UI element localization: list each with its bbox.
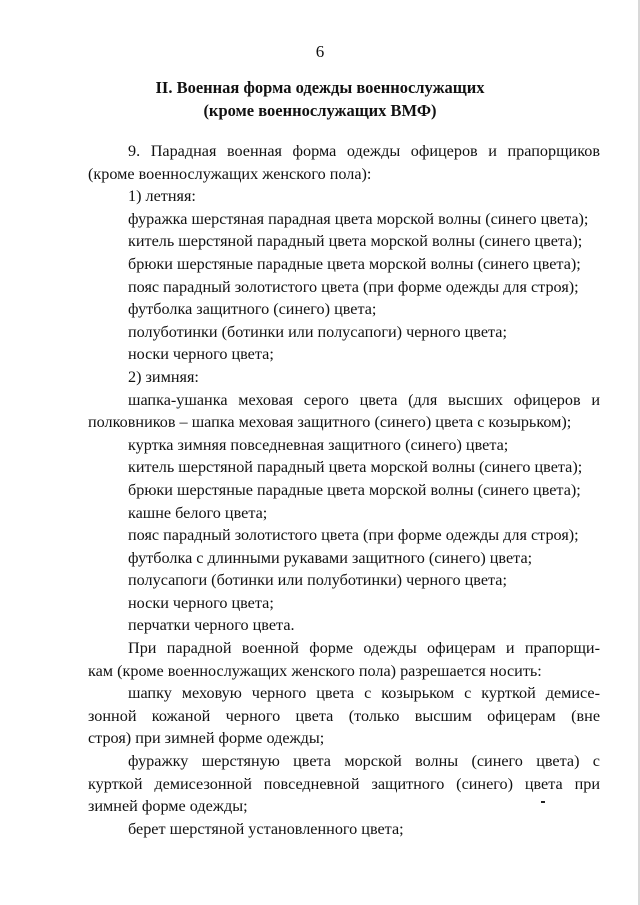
summer-item: фуражка шерстяная парадная цвета морской волны (синего цвета);	[128, 209, 589, 228]
winter-item: футболка с длинными рукавами защитного (синего) цвета;	[128, 548, 533, 567]
fur-hat-line2: зонной кожаной черного цвета (только высшим офицерам (вне	[88, 706, 600, 725]
page-number: 6	[315, 42, 325, 61]
winter-hat-line2: полковников – шапка меховая защитного (синего) цвета с козырьком);	[88, 413, 572, 432]
summer-label: 1) летняя:	[128, 187, 196, 206]
summer-item: полуботинки (ботинки или полусапоги) черного цвета;	[128, 322, 507, 341]
summer-item: носки черного цвета;	[128, 345, 274, 364]
summer-item: китель шерстяной парадный цвета морской волны (синего цвета);	[128, 232, 583, 251]
winter-item: брюки шерстяные парадные цвета морской волны (синего цвета);	[128, 480, 581, 499]
winter-label: 2) зимняя:	[128, 367, 199, 386]
cap-line2: курткой демисезонной повседневной защитного (синего) цвета при	[88, 774, 600, 793]
allowed-line1: При парадной военной форме одежды офицерам и прапорщи-	[128, 639, 600, 658]
section-heading	[0, 76, 640, 122]
document-body	[88, 140, 600, 840]
winter-item: куртка зимняя повседневная защитного (синего) цвета;	[128, 435, 509, 454]
item9-intro-line2: (кроме военнослужащих женского пола):	[88, 164, 372, 183]
cap-line3: зимней форме одежды;	[88, 797, 248, 816]
winter-item: носки черного цвета;	[128, 593, 274, 612]
summer-item: пояс парадный золотистого цвета (при форме одежды для строя);	[128, 277, 579, 296]
allowed-line2: кам (кроме военнослужащих женского пола) разрешается носить:	[88, 661, 542, 680]
fur-hat-line3: строя) при зимней форме одежды;	[88, 729, 325, 748]
item9-intro-line1: 9. Парадная военная форма одежды офицеров и прапорщиков	[128, 142, 600, 160]
section-heading-line1: II. Военная форма одежды военнослужащих	[155, 78, 485, 97]
summer-item: футболка защитного (синего) цвета;	[128, 300, 377, 319]
winter-item: перчатки черного цвета.	[128, 616, 295, 635]
winter-item: полусапоги (ботинки или полуботинки) черного цвета;	[128, 571, 507, 590]
beret-line: берет шерстяной установленного цвета;	[128, 819, 404, 838]
cap-line1: фуражку шерстяную цвета морской волны (синего цвета) с	[128, 752, 600, 771]
fur-hat-line1: шапку меховую черного цвета с козырьком с курткой демисе-	[128, 684, 600, 703]
section-heading-line2: (кроме военнослужащих ВМФ)	[203, 101, 437, 120]
scan-speck	[541, 801, 545, 803]
winter-hat-line1: шапка-ушанка меховая серого цвета (для высших офицеров и	[128, 390, 600, 409]
winter-item: пояс парадный золотистого цвета (при форме одежды для строя);	[128, 526, 579, 545]
winter-item: кашне белого цвета;	[128, 503, 268, 522]
winter-item: китель шерстяной парадный цвета морской волны (синего цвета);	[128, 458, 583, 477]
summer-item: брюки шерстяные парадные цвета морской волны (синего цвета);	[128, 254, 581, 273]
